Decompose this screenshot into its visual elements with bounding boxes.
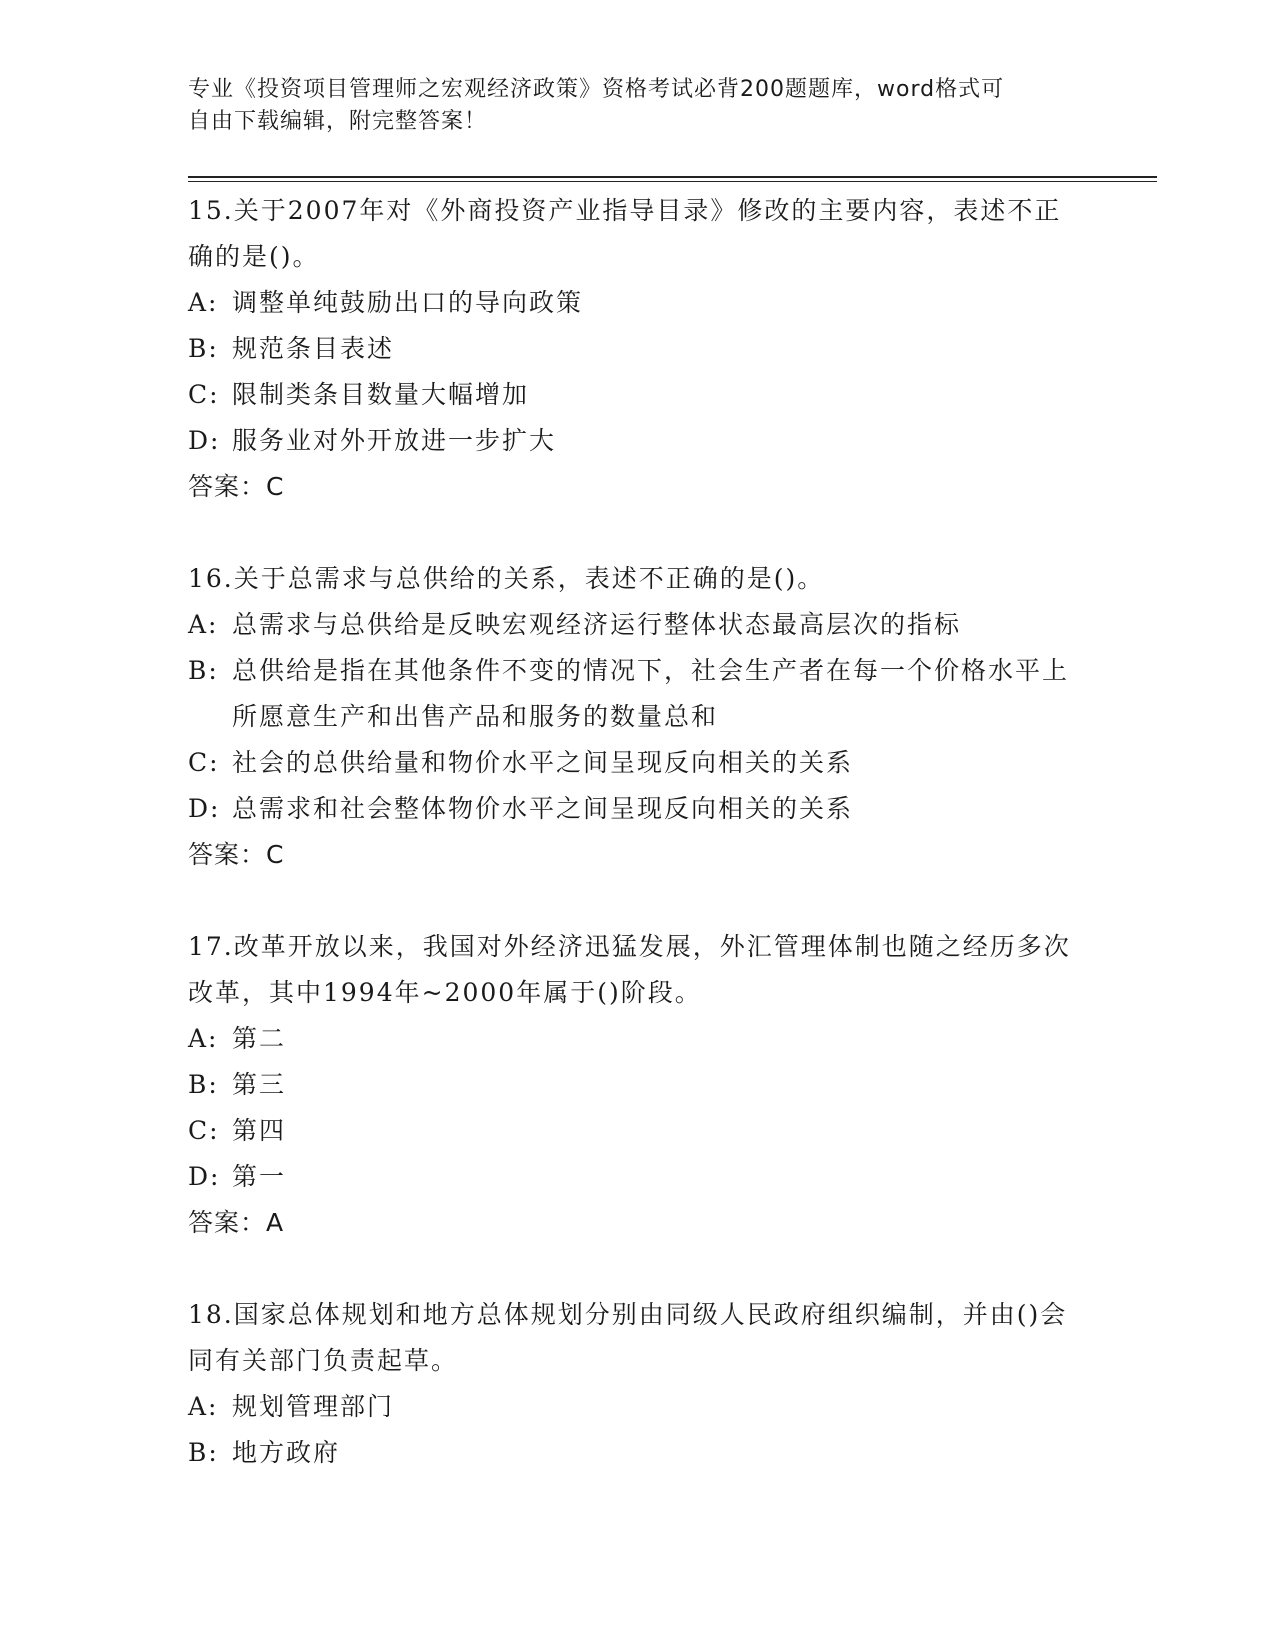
option-b	[188, 1062, 1088, 1108]
question-list	[188, 188, 1088, 1522]
option-text: 服务业对外开放进一步扩大	[232, 426, 557, 455]
answer-line: 答案：C	[188, 840, 285, 869]
option-text: 限制类条目数量大幅增加	[232, 380, 530, 409]
answer-line: 答案：A	[188, 1208, 285, 1237]
question-16	[188, 556, 1088, 878]
option-text: 第三	[232, 1070, 287, 1099]
option-key: D:	[188, 426, 221, 455]
option-a	[188, 1016, 1088, 1062]
question-18	[188, 1292, 1088, 1476]
option-key: D:	[188, 794, 221, 823]
option-a	[188, 280, 1088, 326]
option-key: D:	[188, 1162, 221, 1191]
question-15	[188, 188, 1088, 510]
answer-line: 答案：C	[188, 472, 285, 501]
option-key: C:	[188, 380, 220, 409]
option-key: B:	[188, 1070, 219, 1099]
option-text: 规范条目表述	[232, 334, 395, 363]
option-d	[188, 786, 1088, 832]
question-stem: 18.国家总体规划和地方总体规划分别由同级人民政府组织编制，并由()会同有关部门负责起草。	[188, 1300, 1068, 1375]
option-text: 总需求与总供给是反映宏观经济运行整体状态最高层次的指标	[232, 610, 962, 639]
option-key: A:	[188, 1392, 219, 1421]
option-d	[188, 1154, 1088, 1200]
option-b	[188, 1430, 1088, 1476]
option-text: 地方政府	[232, 1438, 341, 1467]
question-17	[188, 924, 1088, 1246]
header-line-2: 自由下载编辑，附完整答案！	[188, 109, 488, 134]
option-a	[188, 602, 1088, 648]
option-key: A:	[188, 1024, 219, 1053]
option-c	[188, 372, 1088, 418]
option-c	[188, 740, 1088, 786]
option-c	[188, 1108, 1088, 1154]
option-key: B:	[188, 1438, 219, 1467]
option-key: A:	[188, 288, 219, 317]
question-stem: 15.关于2007年对《外商投资产业指导目录》修改的主要内容，表述不正确的是()。	[188, 196, 1062, 271]
document-header	[188, 74, 1088, 138]
header-line-1: 专业《投资项目管理师之宏观经济政策》资格考试必背200题题库，word格式可	[188, 77, 1005, 102]
option-text: 总需求和社会整体物价水平之间呈现反向相关的关系	[232, 794, 854, 823]
option-text: 第一	[232, 1162, 287, 1191]
option-b	[188, 326, 1088, 372]
option-text: 调整单纯鼓励出口的导向政策	[232, 288, 584, 317]
option-a	[188, 1384, 1088, 1430]
option-text: 第四	[232, 1116, 287, 1145]
option-key: B:	[188, 334, 219, 363]
option-key: C:	[188, 1116, 220, 1145]
option-text: 第二	[232, 1024, 287, 1053]
option-d	[188, 418, 1088, 464]
option-text: 规划管理部门	[232, 1392, 395, 1421]
option-text: 总供给是指在其他条件不变的情况下，社会生产者在每一个价格水平上所愿意生产和出售产品和服务的数量总和	[232, 656, 1070, 731]
option-key: C:	[188, 748, 220, 777]
option-b	[188, 648, 1088, 740]
option-key: B:	[188, 656, 219, 685]
option-text: 社会的总供给量和物价水平之间呈现反向相关的关系	[232, 748, 854, 777]
question-stem: 16.关于总需求与总供给的关系，表述不正确的是()。	[188, 564, 825, 593]
header-divider	[188, 176, 1157, 182]
option-key: A:	[188, 610, 219, 639]
question-stem: 17.改革开放以来，我国对外经济迅猛发展，外汇管理体制也随之经历多次改革，其中1994年~2000年属于()阶段。	[188, 932, 1071, 1007]
